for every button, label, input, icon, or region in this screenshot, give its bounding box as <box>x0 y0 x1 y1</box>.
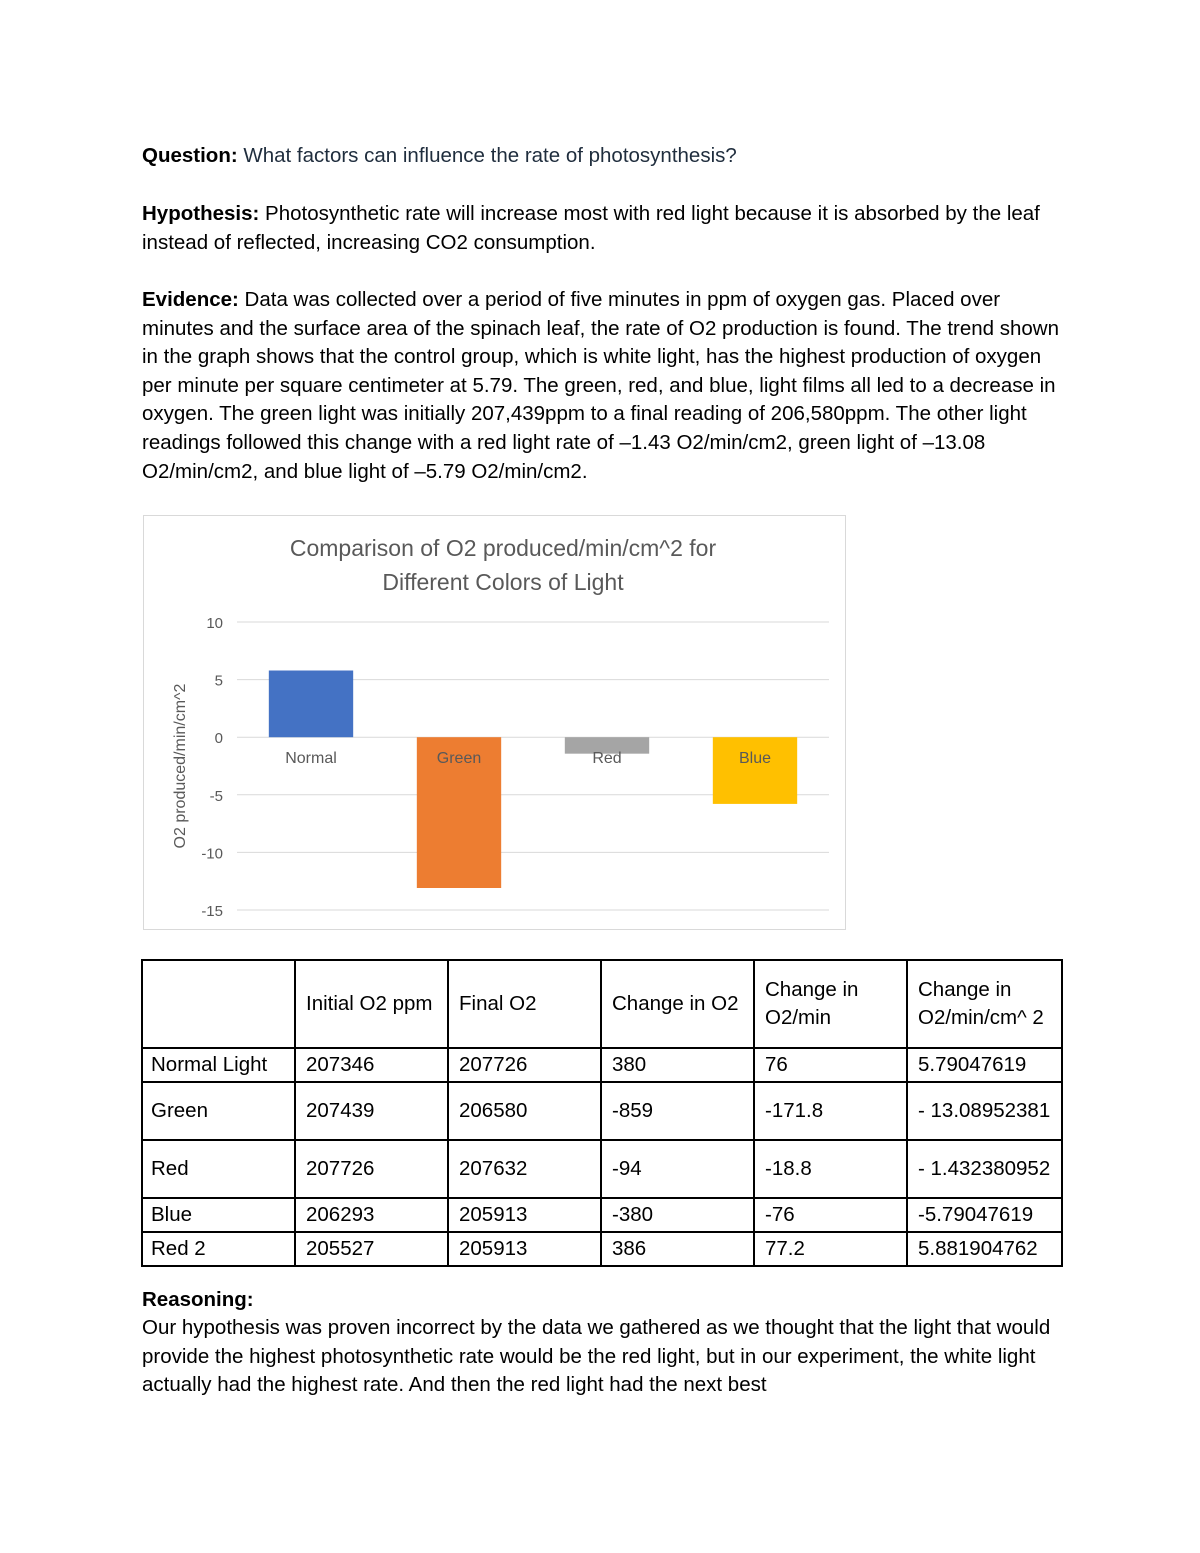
table-cell: -18.8 <box>754 1140 907 1198</box>
evidence-label: Evidence: <box>142 288 239 311</box>
y-tick-label: -5 <box>209 787 223 805</box>
evidence-text: Data was collected over a period of five minutes in ppm of oxygen gas. Placed over minutes and the surface area of the spinach leaf, the rate of O2 production is found. The trend shown in the graph shows that the control group, which is white light, has the highest production of oxygen per minute per square centimeter at 5.79. The green, red, and blue, light films all led to a decrease in oxygen. The green light was initially 207,439ppm to a final reading of 206,580ppm. The other light readings followed this change with a red light rate of –1.43 O2/min/cm2, green light of –13.08 O2/min/cm2, and blue light of –5.79 O2/min/cm2. <box>142 288 1059 483</box>
table-cell: 76 <box>754 1048 907 1082</box>
table-cell: 386 <box>601 1232 754 1266</box>
table-cell: -859 <box>601 1082 754 1140</box>
hypothesis-text: Photosynthetic rate will increase most with red light because it is absorbed by the leaf instead of reflected, increasing CO2 consumption. <box>142 202 1040 254</box>
x-category-label: Blue <box>738 750 772 768</box>
question-paragraph <box>142 142 1062 171</box>
chart-title: Different Colors of Light <box>382 569 624 595</box>
table-cell: 380 <box>601 1048 754 1082</box>
table-cell: Green <box>142 1082 295 1140</box>
question-text: What factors can influence the rate of photosynthesis? <box>237 144 737 167</box>
table-row <box>142 1048 1062 1082</box>
hypothesis-label: Hypothesis: <box>142 202 260 225</box>
table-row <box>142 1232 1062 1266</box>
bar-chart <box>143 515 846 930</box>
table-row <box>142 1082 1062 1140</box>
bar-blue <box>713 737 797 804</box>
table-cell: 207632 <box>448 1140 601 1198</box>
question-label: Question: <box>142 144 238 167</box>
table-cell: - 1.432380952 <box>907 1140 1062 1198</box>
table-cell: Red <box>142 1140 295 1198</box>
y-tick-label: 0 <box>214 730 223 748</box>
table-cell: -5.79047619 <box>907 1198 1062 1232</box>
table-cell: 5.881904762 <box>907 1232 1062 1266</box>
table-cell: -171.8 <box>754 1082 907 1140</box>
reasoning-text: Our hypothesis was proven incorrect by the data we gathered as we thought that the light that would provide the highest photosynthetic rate would be the red light, but in our experiment, the white light actually had the highest rate. And then the red light had the next best <box>142 1316 1051 1397</box>
table-header-cell: Change in O2/min <box>754 960 907 1048</box>
table-cell: 77.2 <box>754 1232 907 1266</box>
table-cell: -76 <box>754 1198 907 1232</box>
table-cell: -380 <box>601 1198 754 1232</box>
bar-chart-svg <box>144 516 847 931</box>
y-tick-label: 5 <box>214 672 223 690</box>
table-header-cell <box>142 960 295 1048</box>
table-cell: 207726 <box>448 1048 601 1082</box>
table-row <box>142 1140 1062 1198</box>
bar-normal <box>269 670 353 737</box>
reasoning-label: Reasoning: <box>142 1288 254 1311</box>
table-header-cell: Final O2 <box>448 960 601 1048</box>
table-header-cell: Change in O2/min/cm^ 2 <box>907 960 1062 1048</box>
table-header-cell: Initial O2 ppm <box>295 960 448 1048</box>
table-cell: 205913 <box>448 1198 601 1232</box>
table-cell: -94 <box>601 1140 754 1198</box>
table-cell: 5.79047619 <box>907 1048 1062 1082</box>
x-category-label: Red <box>592 750 622 768</box>
table-cell: - 13.08952381 <box>907 1082 1062 1140</box>
table-cell: 205913 <box>448 1232 601 1266</box>
hypothesis-paragraph <box>142 200 1062 257</box>
chart-title: Comparison of O2 produced/min/cm^2 for <box>289 535 717 561</box>
table-cell: Normal Light <box>142 1048 295 1082</box>
table-header-cell: Change in O2 <box>601 960 754 1048</box>
y-tick-label: -15 <box>201 903 223 920</box>
table-cell: 207346 <box>295 1048 448 1082</box>
y-tick-label: 10 <box>206 615 223 632</box>
table-header-row <box>142 960 1062 1048</box>
x-category-label: Green <box>436 750 482 768</box>
table-cell: 207439 <box>295 1082 448 1140</box>
table-cell: Blue <box>142 1198 295 1232</box>
table-cell: 207726 <box>295 1140 448 1198</box>
x-category-label: Normal <box>285 750 337 768</box>
table-row <box>142 1198 1062 1232</box>
table-cell: 206293 <box>295 1198 448 1232</box>
y-tick-label: -10 <box>201 845 223 863</box>
table-cell: Red 2 <box>142 1232 295 1266</box>
data-table <box>141 959 1063 1267</box>
y-axis-label: O2 produced/min/cm^2 <box>172 683 189 849</box>
evidence-paragraph <box>142 286 1062 486</box>
table-cell: 205527 <box>295 1232 448 1266</box>
table-cell: 206580 <box>448 1082 601 1140</box>
